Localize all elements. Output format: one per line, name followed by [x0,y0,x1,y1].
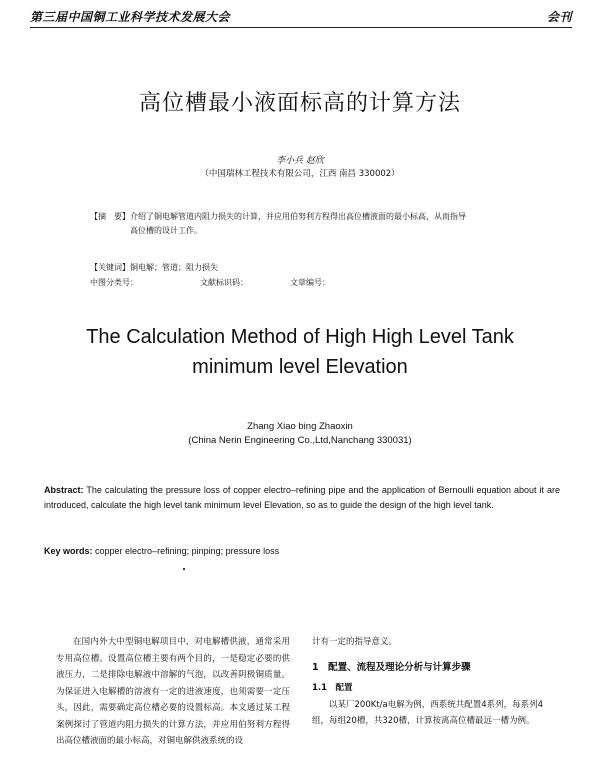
classification-row [90,277,530,288]
abstract-chinese [90,210,530,238]
subsection-heading-1-1: 1.1 配置 [312,683,353,693]
affiliation-chinese: （中国瑞林工程技术有限公司，江西 南昌 330002） [200,169,400,179]
body-right-continuation: 计有一定的指导意义。 [312,637,398,647]
clc-label: 中图分类号： [90,278,138,287]
article-no-label: 文章编号： [290,278,330,287]
doc-code-label: 文献标识码： [200,278,248,287]
keywords-english [44,546,279,556]
title-en-line1: The Calculation Method of High High Level Tank [86,326,514,348]
authors-chinese: 李小兵 赵欣 [276,156,324,166]
title-chinese: 高位槽最小液面标高的计算方法 [138,91,461,116]
header-rule [30,27,572,28]
abstract-en-text: The calculating the pressure loss of copper electro–refining pipe and the application of Bernoulli equation about it are introduced, calculate the high level tank minimum level Elevation, so as to guide the design of the high level tank. [44,485,560,510]
body-left-paragraph: 在国内外大中型铜电解项目中，对电解槽供液，通常采用专用高位槽。设置高位槽主要有两个目的，一是稳定必要的供液压力，二是排除电解液中溶解的气泡，以改善阴极铜质量。为保证进入电解槽的溶液有一定的进液速度，也须需要一定压头，因此，需要确定高位槽必要的设置标高。本文通过某工程案例探讨了管道内阻力损失的计算方法，并应用伯努利方程得出高位槽液面的最小标高，对铜电解供液系统的设 [56,637,290,746]
title-english [0,322,600,382]
keywords-cn-label: 【关键词】 [90,263,130,272]
abstract-en-label: Abstract: [44,485,84,495]
authors-english: Zhang Xiao bing Zhaoxin [247,421,353,432]
abstract-cn-label: 【摘 要】 [90,212,130,221]
body-right-paragraph: 以某厂200Kt/a电解为例，西系统共配置4系列，每系列4组，每组20槽，共320槽，计算按离高位槽最远一槽为例。 [312,699,544,726]
keywords-cn-text: 铜电解；管道；阻力损失 [130,263,218,272]
running-header-issue: 会刊 [546,10,572,24]
body-right-column [312,634,560,730]
title-en-line2: minimum level Elevation [192,356,408,378]
abstract-english [44,483,560,512]
keywords-chinese [90,262,218,273]
keywords-en-label: Key words: [44,546,93,556]
affiliation-english: (China Nerin Engineering Co.,Ltd,Nanchang 330031) [188,435,412,446]
running-header-conference: 第三届中国铜工业科学技术发展大会 [30,10,231,24]
keywords-en-text: copper electro–refining; pinping; pressure loss [95,546,280,556]
abstract-cn-line1: 介绍了铜电解管道内阻力损失的计算，并应用伯努利方程得出高位槽液面的最小标高，从而指导 [130,212,466,221]
body-left-column [56,634,290,750]
abstract-cn-line2: 高位槽的设计工作。 [130,226,202,235]
section-heading-1: 1 配置、流程及理论分析与计算步骤 [312,661,471,673]
stray-mark [183,568,185,570]
